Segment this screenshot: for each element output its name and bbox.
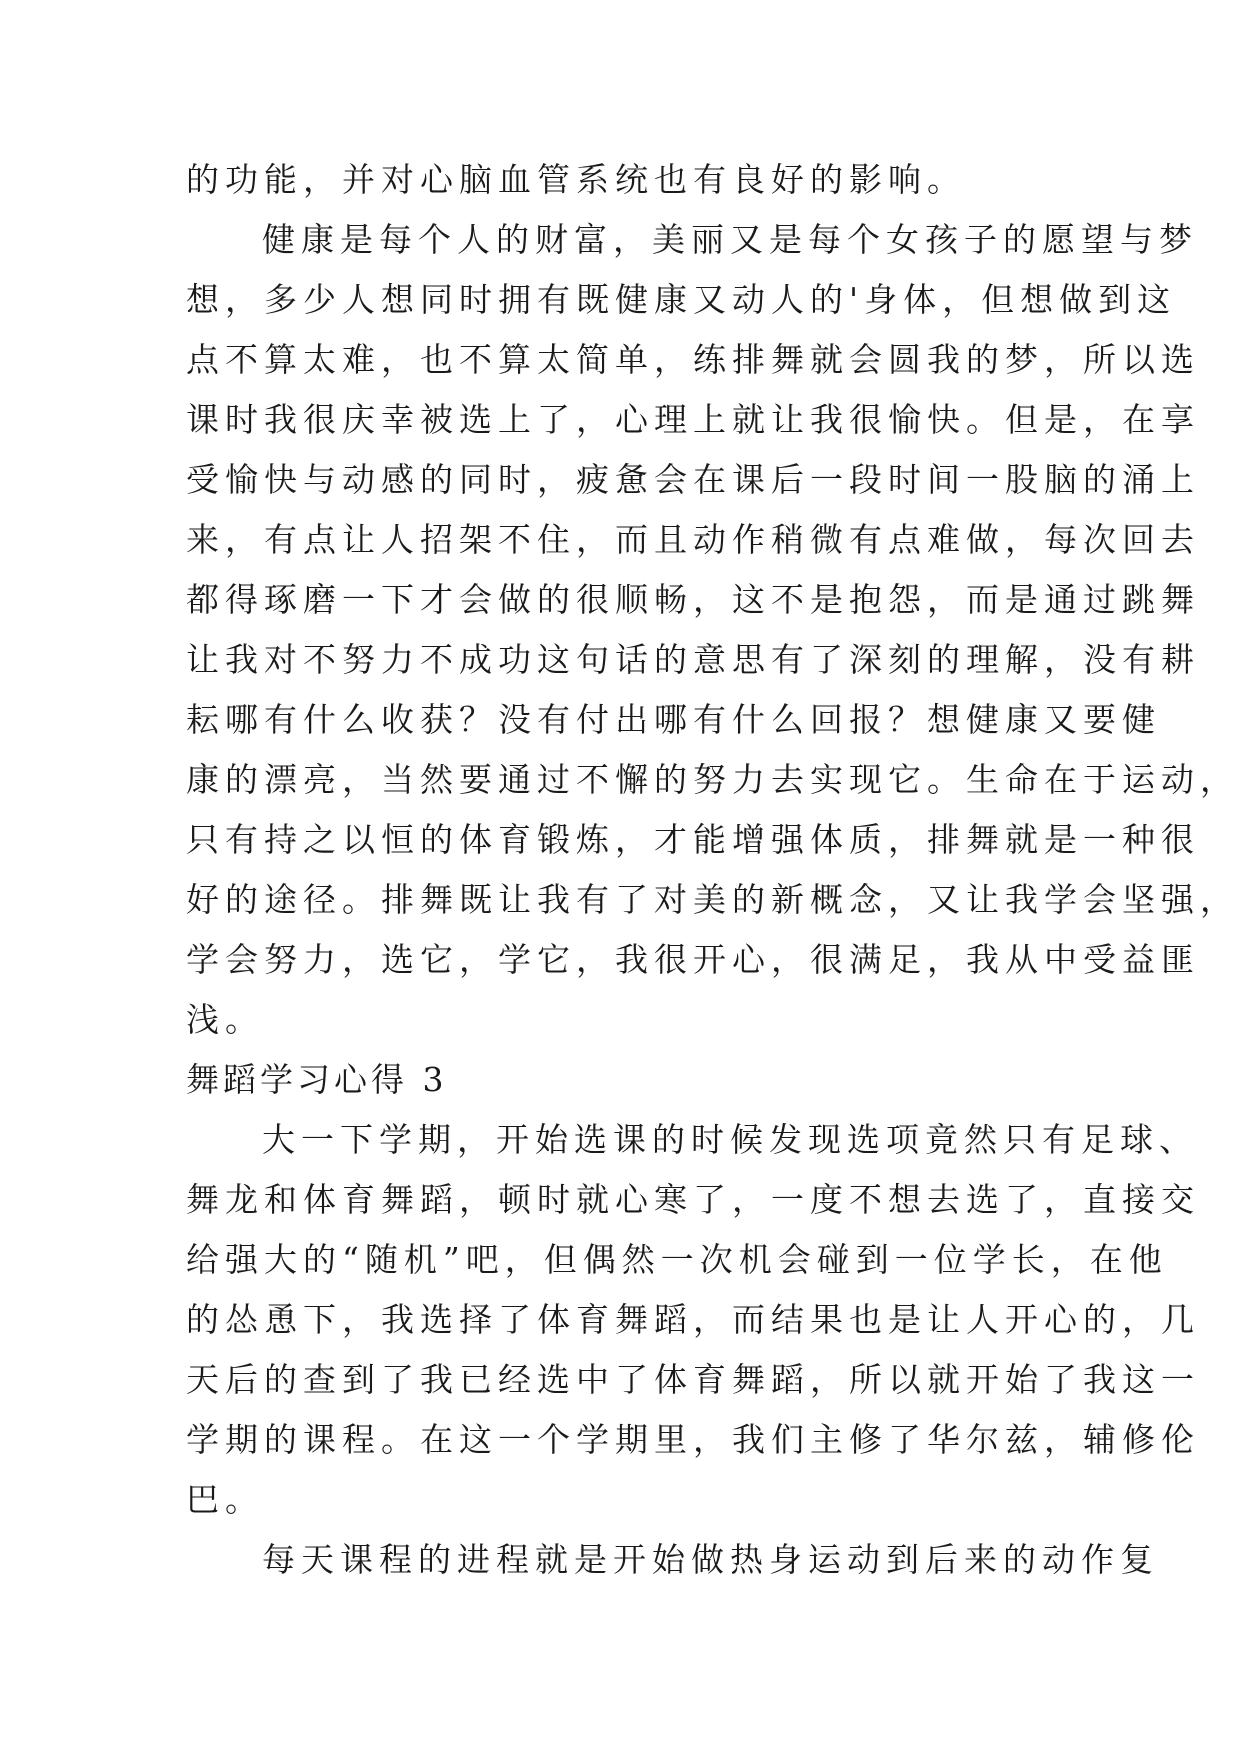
text-line: 的功能，并对心脑血管系统也有良好的影响。 [186, 160, 966, 199]
text-line: 来，有点让人招架不住，而且动作稍微有点难做，每次回去 [186, 520, 1200, 559]
text-line: 课时我很庆幸被选上了，心理上就让我很愉快。但是，在享 [186, 400, 1200, 439]
text-line: 健康是每个人的财富，美丽又是每个女孩子的愿望与梦 [262, 220, 1198, 259]
text-line: 巴。 [186, 1480, 264, 1519]
document-page [186, 150, 1239, 1590]
section-heading: 舞蹈学习心得 3 [186, 1060, 448, 1099]
text-line: 的怂恿下，我选择了体育舞蹈，而结果也是让人开心的，几 [186, 1300, 1200, 1339]
text-line: 学会努力，选它，学它，我很开心，很满足，我从中受益匪 [186, 940, 1200, 979]
text-line: 都得琢磨一下才会做的很顺畅，这不是抱怨，而是通过跳舞 [186, 580, 1200, 619]
text-line: 每天课程的进程就是开始做热身运动到后来的动作复 [262, 1540, 1159, 1579]
text-line: 想，多少人想同时拥有既健康又动人的'身体，但想做到这 [186, 280, 1177, 319]
text-line: 受愉快与动感的同时，疲惫会在课后一段时间一股脑的涌上 [186, 460, 1200, 499]
text-line: 给强大的“随机”吧，但偶然一次机会碰到一位学长，在他 [186, 1240, 1168, 1279]
text-line: 浅。 [186, 1000, 264, 1039]
text-line: 点不算太难，也不算太简单，练排舞就会圆我的梦，所以选 [186, 340, 1200, 379]
text-line: 让我对不努力不成功这句话的意思有了深刻的理解，没有耕 [186, 640, 1200, 679]
text-line: 只有持之以恒的体育锻炼，才能增强体质，排舞就是一种很 [186, 820, 1200, 859]
text-line: 大一下学期，开始选课的时候发现选项竟然只有足球、 [262, 1120, 1198, 1159]
text-line: 天后的查到了我已经选中了体育舞蹈，所以就开始了我这一 [186, 1360, 1200, 1399]
text-line: 学期的课程。在这一个学期里，我们主修了华尔兹，辅修伦 [186, 1420, 1200, 1459]
text-line: 好的途径。排舞既让我有了对美的新概念，又让我学会坚强， [186, 880, 1239, 919]
text-line: 康的漂亮，当然要通过不懈的努力去实现它。生命在于运动， [186, 760, 1239, 799]
text-line: 舞龙和体育舞蹈，顿时就心寒了，一度不想去选了，直接交 [186, 1180, 1200, 1219]
text-line: 耘哪有什么收获？没有付出哪有什么回报？想健康又要健 [186, 700, 1161, 739]
